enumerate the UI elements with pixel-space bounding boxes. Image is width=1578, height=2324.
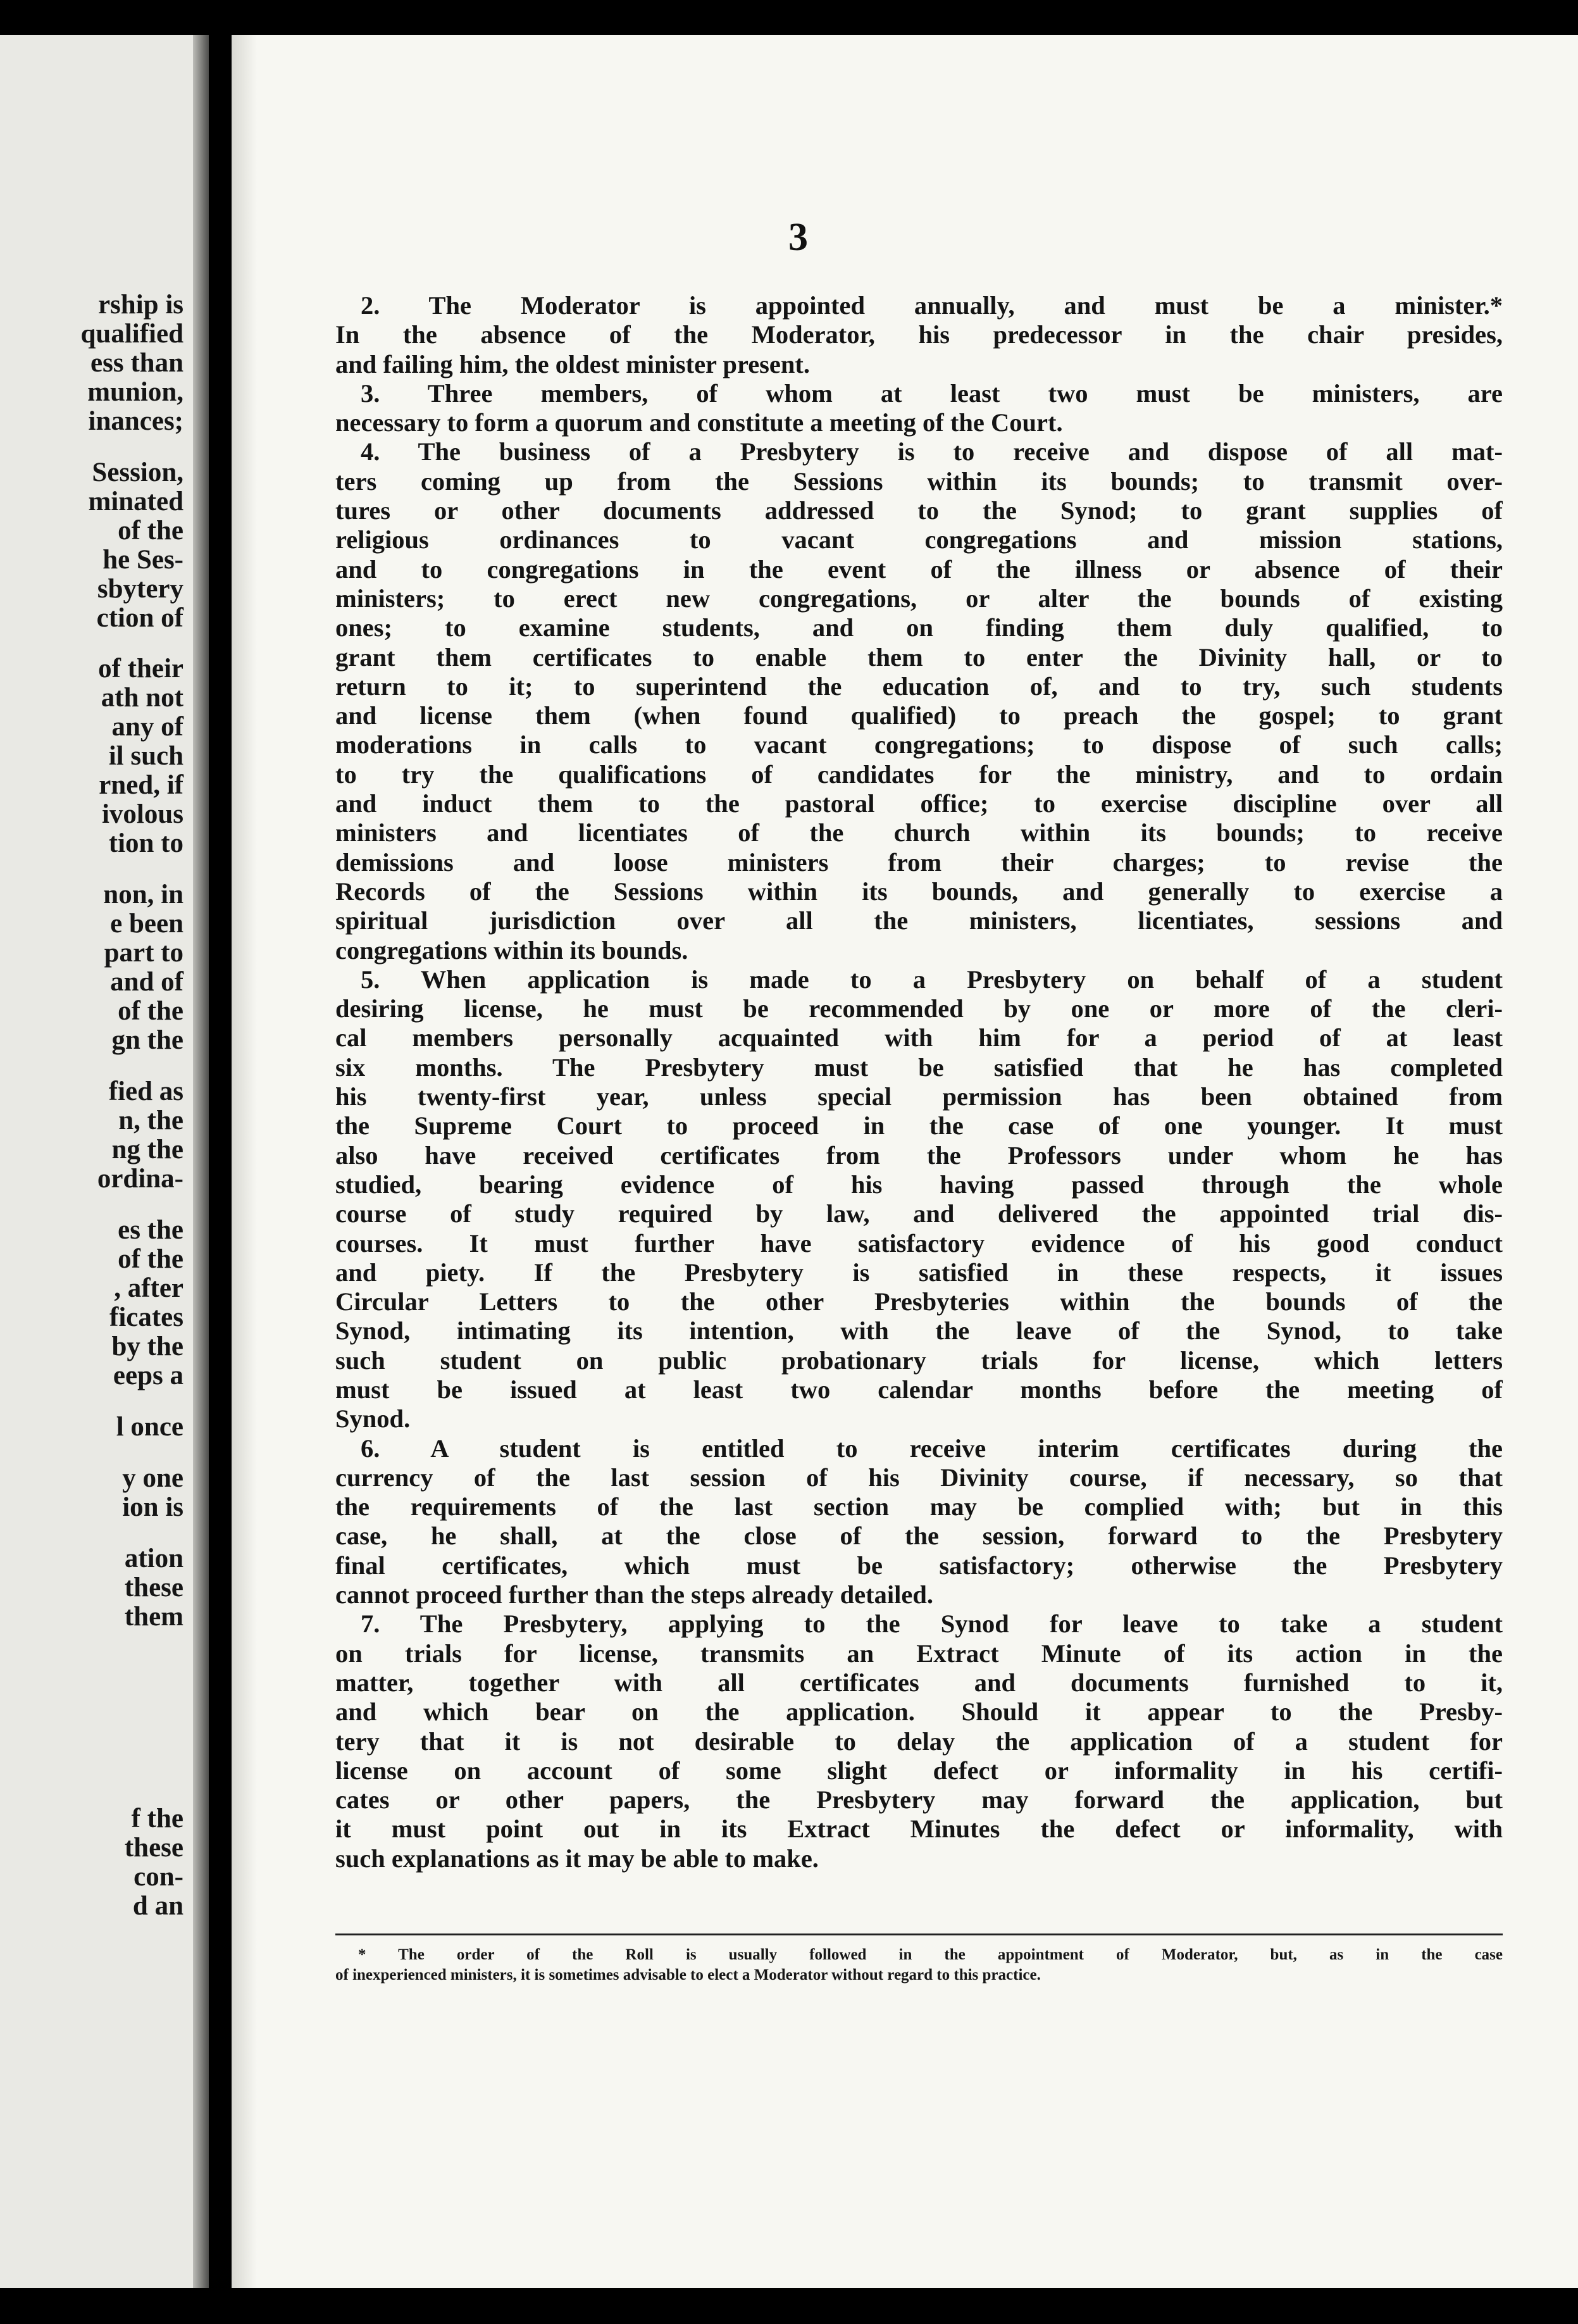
section-paragraph [335,437,1503,965]
paragraph-line: cates or other papers, the Presbytery may forward the application, but [335,1785,1503,1815]
body-text [335,291,1503,1873]
paragraph-line: currency of the last session of his Divinity course, if necessary, so that [335,1463,1503,1492]
paragraph-line: and failing him, the oldest minister present. [335,349,811,378]
facing-page-line: of the [118,1244,183,1274]
facing-page-line: these [124,1833,183,1863]
paragraph-line: ministers; to erect new congregations, or alter the bounds of existing [335,584,1503,613]
paragraph-line: to try the qualifications of candidates for the ministry, and to ordain [335,759,1503,789]
paragraph-line: also have received certificates from the Professors under whom he has [335,1140,1503,1170]
facing-page-line: gn the [111,1025,183,1055]
facing-page-line: of the [118,516,183,546]
paragraph-line: on trials for license, transmits an Extract Minute of its action in the [335,1639,1503,1668]
page-edge-shade [232,35,257,2288]
paragraph-line: six months. The Presbytery must be satisfied that he has completed [335,1053,1503,1082]
facing-page-line: and of [110,967,183,997]
paragraph-line: necessary to form a quorum and constitute a meeting of the Court. [335,408,1063,437]
facing-page-line: f the [131,1804,183,1834]
facing-page-line: ath not [101,683,183,713]
paragraph-line: his twenty-first year, unless special permission has been obtained from [335,1082,1503,1111]
paragraph-line: 6. A student is entitled to receive interim certificates during the [361,1434,1503,1463]
paragraph-line: such student on public probationary trials for license, which letters [335,1346,1503,1375]
section-paragraph [335,1609,1503,1873]
paragraph-line: 4. The business of a Presbytery is to receive and dispose of all mat- [361,437,1503,466]
paragraph-line: the Supreme Court to proceed in the case of one younger. It must [335,1111,1503,1140]
paragraph-line: case, he shall, at the close of the session, forward to the Presbytery [335,1521,1503,1551]
page-number: 3 [788,216,808,259]
paragraph-line: and induct them to the pastoral office; to exercise discipline over all [335,789,1503,818]
paragraph-line: moderations in calls to vacant congregations; to dispose of such calls; [335,730,1503,759]
facing-page-line: rship is [97,290,183,320]
facing-page-line: ficates [109,1303,183,1332]
paragraph-line: and to congregations in the event of the illness or absence of their [335,554,1503,584]
paragraph-line: final certificates, which must be satisfactory; otherwise the Presbytery [335,1551,1503,1580]
facing-page-line: fied as [108,1077,183,1106]
paragraph-line: Synod, intimating its intention, with the leave of the Synod, to take [335,1316,1503,1346]
facing-page-line: ess than [90,348,183,378]
document-page [232,35,1578,2288]
paragraph-line: 2. The Moderator is appointed annually, and must be a minister.* [361,291,1503,320]
paragraph-line: courses. It must further have satisfactory evidence of his good conduct [335,1228,1503,1258]
facing-page-line: Session, [92,458,183,487]
facing-page-line: tion to [108,828,183,858]
paragraph-line: 5. When application is made to a Presbytery on behalf of a student [361,965,1503,994]
section-paragraph [335,379,1503,438]
facing-page-line: il such [108,741,183,771]
paragraph-line: cannot proceed further than the steps already detailed. [335,1580,933,1609]
facing-page-line: of their [98,654,183,684]
facing-page-fragment [0,35,209,2288]
paragraph-line: grant them certificates to enable them to enter the Divinity hall, or to [335,642,1503,672]
paragraph-line: the requirements of the last section may be complied with; but in this [335,1492,1503,1521]
paragraph-line: congregations within its bounds. [335,935,688,965]
paragraph-line: license on account of some slight defect or informality in his certifi- [335,1756,1503,1785]
facing-page-line: d an [132,1891,183,1921]
facing-page-line: ation [124,1544,183,1573]
footnote [335,1945,1503,1985]
facing-page-line: , after [114,1273,183,1303]
paragraph-line: return to it; to superintend the education of, and to try, such students [335,672,1503,701]
paragraph-line: tery that it is not desirable to delay the application of a student for [335,1727,1503,1756]
facing-page-line: n, the [118,1106,183,1135]
paragraph-line: and license them (when found qualified) to preach the gospel; to grant [335,701,1503,730]
page-fold-shadow [193,35,209,2288]
facing-page-line: sbytery [97,574,183,604]
paragraph-line: ministers and licentiates of the church within its bounds; to receive [335,818,1503,847]
facing-page-line: by the [111,1332,183,1361]
paragraph-line: Synod. [335,1404,411,1434]
facing-page-line: part to [104,938,183,968]
paragraph-line: In the absence of the Moderator, his predecessor in the chair presides, [335,320,1503,349]
paragraph-line: Records of the Sessions within its bounds, and generally to exercise a [335,877,1503,906]
facing-page-line: y one [122,1463,183,1493]
footnote-line: of inexperienced ministers, it is sometimes advisable to elect a Moderator without regard to this practice. [335,1966,1041,1984]
book-gutter [209,0,232,2324]
paragraph-line: demissions and loose ministers from their charges; to revise the [335,847,1503,877]
facing-page-line: munion, [87,377,183,407]
facing-page-line: qualified [80,319,183,349]
facing-page-line: ivolous [101,799,183,829]
facing-page-line: ng the [111,1135,183,1165]
paragraph-line: course of study required by law, and delivered the appointed trial dis- [335,1199,1503,1228]
paragraph-line: ters coming up from the Sessions within its bounds; to transmit over- [335,466,1503,496]
facing-page-line: con- [134,1862,183,1892]
facing-page-line: non, in [103,880,183,909]
paragraph-line: and which bear on the application. Should it appear to the Presby- [335,1697,1503,1727]
paragraph-line: 3. Three members, of whom at least two must be ministers, are [361,378,1503,408]
footnote-divider [335,1934,1503,1935]
paragraph-line: cal members personally acquainted with him for a period of at least [335,1023,1503,1053]
facing-page-line: e been [110,909,183,939]
paragraph-line: must be issued at least two calendar months before the meeting of [335,1375,1503,1404]
paragraph-line: religious ordinances to vacant congregations and mission stations, [335,525,1503,554]
paragraph-line: it must point out in its Extract Minutes the defect or informality, with [335,1815,1503,1844]
paragraph-line: Circular Letters to the other Presbyteries within the bounds of the [335,1287,1503,1316]
paragraph-line: 7. The Presbytery, applying to the Synod for leave to take a student [361,1609,1503,1639]
paragraph-line: and piety. If the Presbytery is satisfied in these respects, it issues [335,1258,1503,1287]
section-paragraph [335,965,1503,1434]
facing-page-line: l once [116,1412,183,1442]
paragraph-line: desiring license, he must be recommended by one or more of the cleri- [335,994,1503,1023]
paragraph-line: ones; to examine students, and on finding them duly qualified, to [335,613,1503,642]
facing-page-line: es the [118,1215,183,1245]
facing-page-line: eeps a [113,1361,183,1390]
facing-page-line: ion is [122,1492,183,1522]
facing-page-line: these [124,1573,183,1602]
facing-page-line: of the [118,996,183,1026]
facing-page-line: ction of [96,603,183,633]
facing-page-line: rned, if [99,770,183,800]
section-paragraph [335,1434,1503,1610]
facing-page-line: them [124,1602,183,1632]
paragraph-line: spiritual jurisdiction over all the ministers, licentiates, sessions and [335,906,1503,935]
paragraph-line: studied, bearing evidence of his having passed through the whole [335,1170,1503,1199]
facing-page-line: he Ses- [103,545,183,575]
paragraph-line: matter, together with all certificates and documents furnished to it, [335,1668,1503,1697]
facing-page-line: minated [88,487,183,516]
facing-page-line: inances; [88,406,183,436]
paragraph-line: such explanations as it may be able to make. [335,1844,819,1873]
section-paragraph [335,291,1503,379]
facing-page-line: any of [111,712,183,742]
paragraph-line: tures or other documents addressed to the Synod; to grant supplies of [335,496,1503,525]
footnote-line: * The order of the Roll is usually followed in the appointment of Moderator, but, as in the case [358,1946,1503,1963]
facing-page-line: ordina- [97,1164,183,1194]
